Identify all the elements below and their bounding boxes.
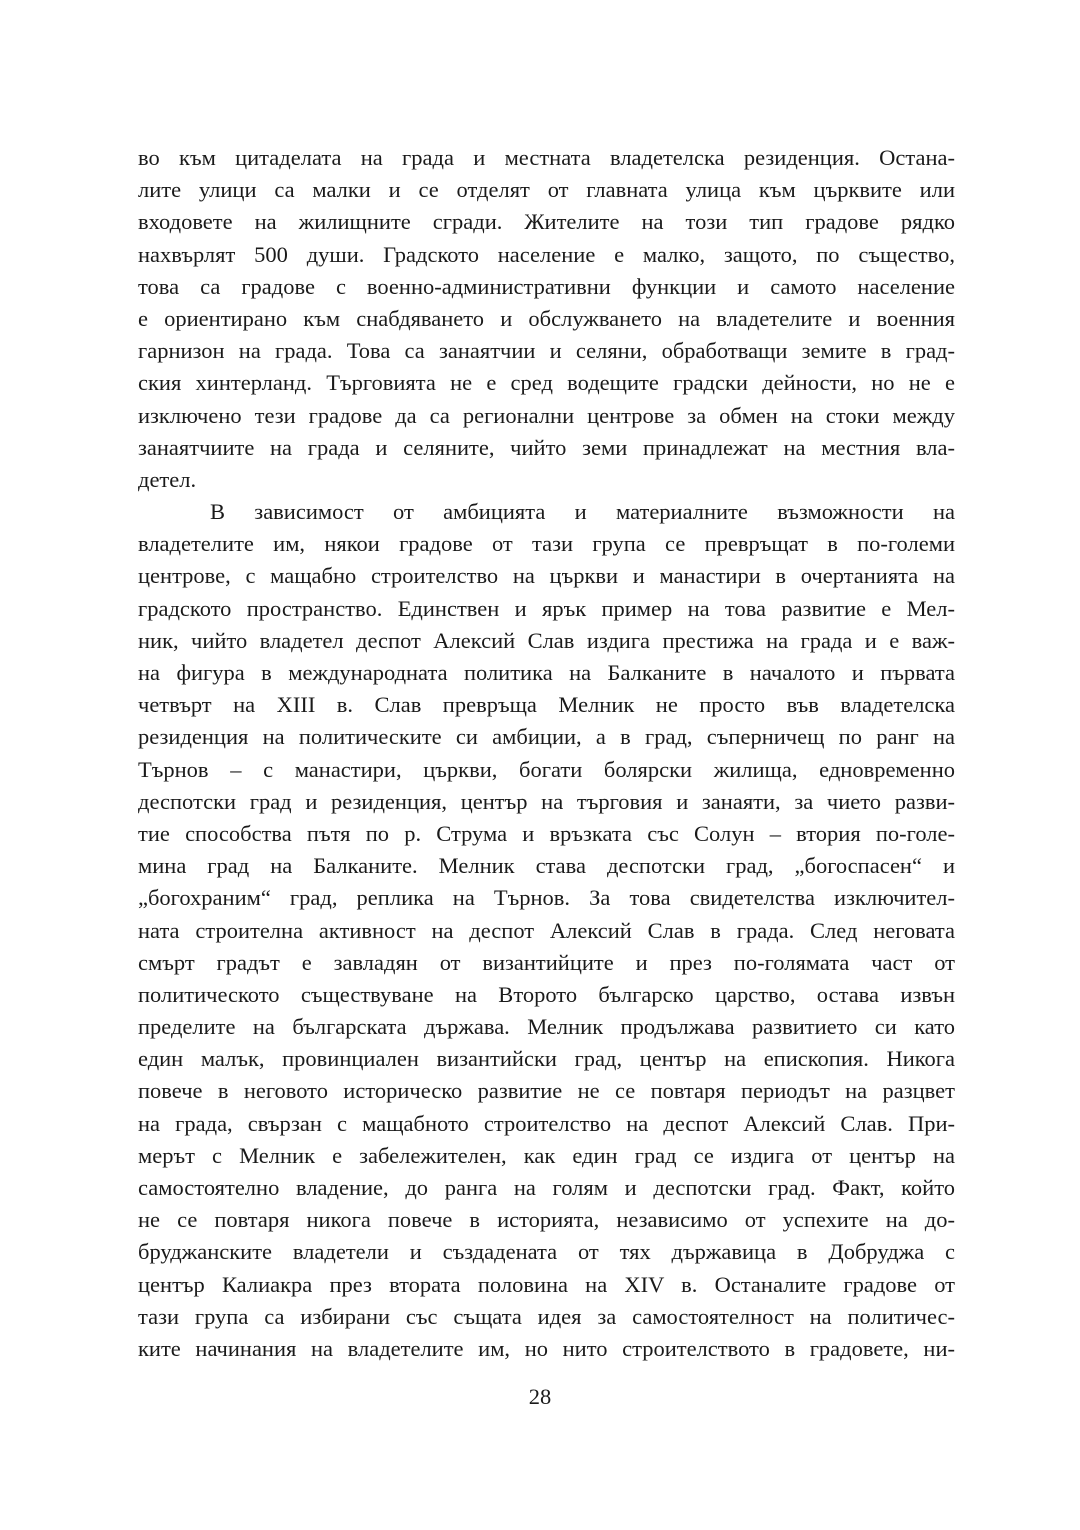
text-line: тази група са избирани със същата идея за самостоятелност на политичес-: [138, 1303, 955, 1329]
text-line: ната строителна активност на деспот Алексий Слав в града. След неговата: [138, 917, 955, 943]
text-line: мина град на Балканите. Мелник става деспотски град, „богоспасен“ и: [138, 853, 955, 879]
text-line: детел.: [138, 466, 197, 492]
text-line: ник, чийто владетел деспот Алексий Слав издига престижа на града и е важ-: [138, 627, 955, 653]
text-line: владетелите им, някои градове от тази група се превръщат в по-големи: [138, 531, 955, 557]
text-line: смърт градът е завладян от византийците и през по-голямата част от: [138, 949, 955, 975]
text-line: деспотски град и резиденция, център на търговия и занаяти, за чието разви-: [138, 788, 955, 814]
text-line: во към цитаделата на града и местната владетелска резиденция. Остана-: [138, 145, 955, 170]
text-line: на фигура в международната политика на Балканите в началото и първата: [138, 660, 955, 685]
text-line: център Калиакра през втората половина на XIV в. Останалите градове от: [138, 1271, 955, 1297]
paragraph-1: [138, 142, 955, 496]
text-line: повече в неговото историческо развитие не се повтаря периодът на разцвет: [138, 1078, 955, 1104]
text-line: входовете на жилищните сгради. Жителите на този тип градове рядко: [138, 209, 955, 235]
text-line: е ориентирано към снабдяването и обслужването на владетелите и военния: [138, 305, 955, 331]
text-line: Търнов – с манастири, църкви, богати болярски жилища, едновременно: [138, 756, 955, 782]
paragraph-2: [138, 496, 955, 1365]
text-line: гарнизон на града. Това са занаятчии и селяни, обработващи земите в град-: [138, 338, 955, 364]
text-line: пределите на българската държава. Мелник продължава развитието си като: [138, 1014, 955, 1040]
text-line: нахвърлят 500 души. Градското население е малко, защото, по същество,: [138, 241, 955, 267]
text-line: ския хинтерланд. Търговията не е сред водещите градски дейности, но не е: [138, 370, 955, 396]
text-line: бруджанските владетели и създадената от тях държавица в Добруджа с: [138, 1239, 955, 1265]
text-line: самостоятелно владение, до ранга на голям и деспотски град. Факт, който: [138, 1175, 955, 1200]
text-line: не се повтаря никога повече в историята, независимо от успехите на до-: [138, 1207, 955, 1233]
page-number: 28: [528, 1384, 552, 1409]
text-line: центрове, с мащабно строителство на църкви и манастири в очертанията на: [138, 563, 955, 589]
text-line: резиденция на политическите си амбиции, а в град, съперничещ по ранг на: [138, 724, 955, 750]
text-line: тие способства пътя по р. Струма и връзката със Солун – втория по-голе-: [138, 820, 955, 846]
text-line: занаятчиите на града и селяните, чийто земи принадлежат на местния вла-: [138, 434, 955, 460]
text-line: един малък, провинциален византийски град, център на епископия. Никога: [138, 1046, 955, 1072]
text-line: ките начинания на владетелите им, но нито строителството в градовете, ни-: [138, 1335, 955, 1361]
text-line: изключено тези градове да са регионални центрове за обмен на стоки между: [138, 402, 955, 428]
text-line: това са градове с военно-административни функции и самото население: [138, 273, 955, 299]
text-line: политическото съществуване на Второто българско царство, остава извън: [138, 981, 955, 1007]
body-text: [138, 142, 955, 1365]
text-line: лите улици са малки и се отделят от главната улица към църквите или: [138, 177, 955, 203]
text-line: мерът с Мелник е забележителен, как един град се издига от център на: [138, 1142, 955, 1168]
text-line: четвърт на XIII в. Слав превръща Мелник не просто във владетелска: [138, 692, 955, 718]
text-line: „богохраним“ град, реплика на Търнов. За това свидетелства изключител-: [138, 885, 955, 911]
text-line: градското пространство. Единствен и ярък пример на това развитие е Мел-: [138, 595, 955, 621]
text-line: на града, свързан с мащабното строителство на деспот Алексий Слав. При-: [138, 1110, 955, 1136]
text-line: В зависимост от амбицията и материалните възможности на: [210, 499, 955, 525]
